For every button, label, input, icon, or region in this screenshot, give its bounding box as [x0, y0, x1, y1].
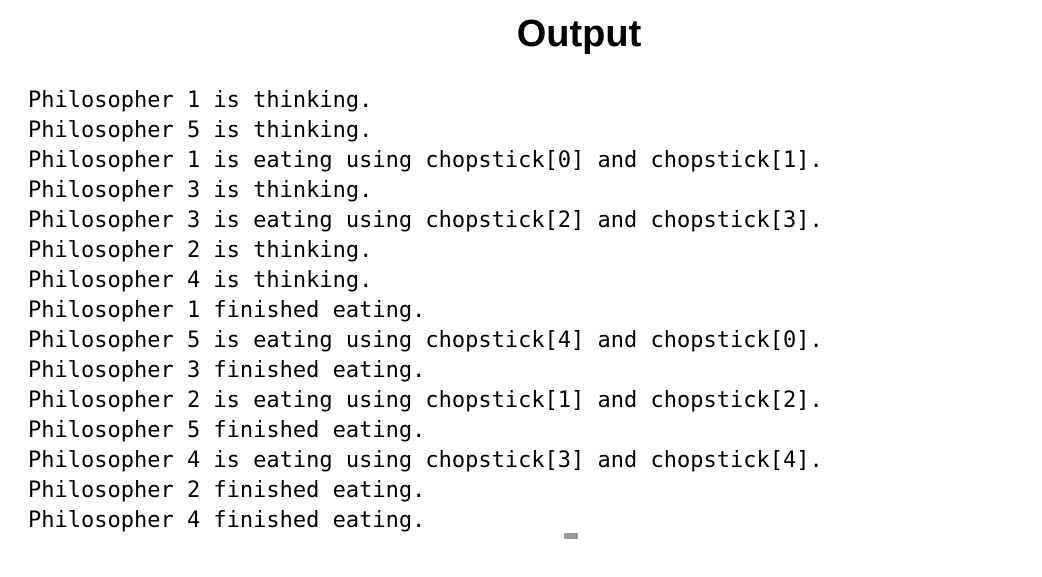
- console-line: Philosopher 5 finished eating.: [28, 418, 426, 443]
- console-line: Philosopher 2 is eating using chopstick[1] and chopstick[2].: [28, 388, 823, 413]
- console-line: Philosopher 4 is thinking.: [28, 268, 373, 293]
- console-line: Philosopher 2 finished eating.: [28, 478, 426, 503]
- console-line: Philosopher 2 is thinking.: [28, 238, 373, 263]
- console-line: Philosopher 3 is thinking.: [28, 178, 373, 203]
- console-line: Philosopher 3 finished eating.: [28, 358, 426, 383]
- console-line: Philosopher 5 is eating using chopstick[4] and chopstick[0].: [28, 328, 823, 353]
- console-line: Philosopher 1 is eating using chopstick[0] and chopstick[1].: [28, 148, 823, 173]
- terminal-cursor: [564, 533, 578, 539]
- console-line: Philosopher 3 is eating using chopstick[2] and chopstick[3].: [28, 208, 823, 233]
- console-line: Philosopher 1 finished eating.: [28, 298, 426, 323]
- page-title: Output: [516, 13, 642, 55]
- console-line: Philosopher 4 is eating using chopstick[3] and chopstick[4].: [28, 448, 823, 473]
- console-output[interactable]: [28, 86, 1028, 536]
- console-line: Philosopher 1 is thinking.: [28, 88, 373, 113]
- console-line: Philosopher 5 is thinking.: [28, 118, 373, 143]
- console-line: Philosopher 4 finished eating.: [28, 508, 426, 533]
